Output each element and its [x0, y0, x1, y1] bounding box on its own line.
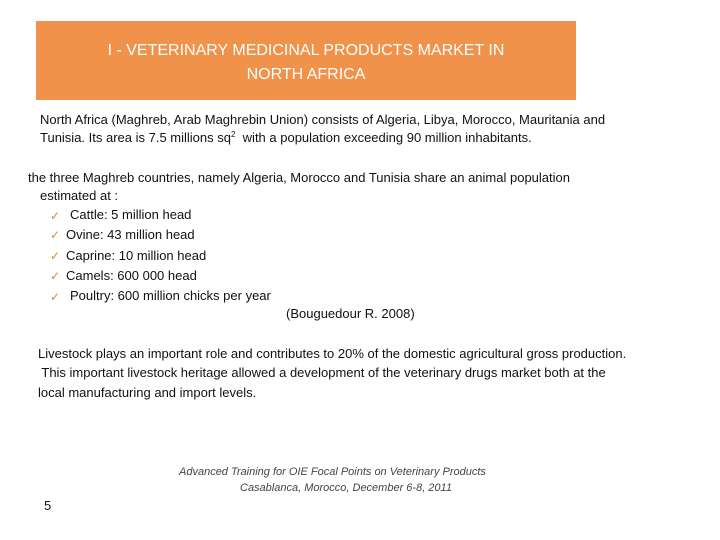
list-item-caprine: Caprine: 10 million head — [66, 248, 207, 263]
superscript-two: 2 — [230, 130, 236, 139]
list-item-camels: Camels: 600 000 head — [66, 268, 197, 283]
intro-line-2 — [40, 128, 532, 150]
footer-line-1: Advanced Training for OIE Focal Points on Veterinary Products — [179, 466, 486, 478]
list-item-poultry: Poultry: 600 million chicks per year — [70, 288, 271, 303]
livestock-line-2: This important livestock heritage allowed a development of the veterinary drugs market both at the — [38, 365, 606, 380]
title-banner — [36, 21, 576, 100]
population-line-2: estimated at : — [40, 188, 119, 203]
check-icon: ✓ — [50, 228, 61, 242]
intro-line-2-text: Tunisia. Its area is 7.5 millions sq — [40, 130, 231, 145]
intro-line-2-rest: with a population exceeding 90 million inhabitants. — [235, 130, 532, 145]
footer-line-2: Casablanca, Morocco, December 6-8, 2011 — [240, 482, 452, 494]
check-icon: ✓ — [50, 269, 61, 283]
page-number: 5 — [44, 498, 52, 513]
title-line-1: I - VETERINARY MEDICINAL PRODUCTS MARKET IN — [107, 42, 505, 59]
livestock-line-1: Livestock plays an important role and contributes to 20% of the domestic agricultural gross production. — [38, 346, 627, 361]
list-item-cattle: Cattle: 5 million head — [70, 207, 192, 222]
check-icon: ✓ — [50, 249, 61, 263]
livestock-line-3: local manufacturing and import levels. — [38, 385, 257, 400]
intro-line-1: North Africa (Maghreb, Arab Maghrebin Union) consists of Algeria, Libya, Morocco, Mauritania and — [40, 112, 606, 127]
population-line-1: the three Maghreb countries, namely Algeria, Morocco and Tunisia share an animal population — [28, 170, 570, 185]
title-line-2: NORTH AFRICA — [246, 66, 366, 83]
citation: (Bouguedour R. 2008) — [286, 306, 415, 321]
check-icon: ✓ — [50, 209, 61, 223]
check-icon: ✓ — [50, 290, 61, 304]
list-item-ovine: Ovine: 43 million head — [66, 227, 195, 242]
